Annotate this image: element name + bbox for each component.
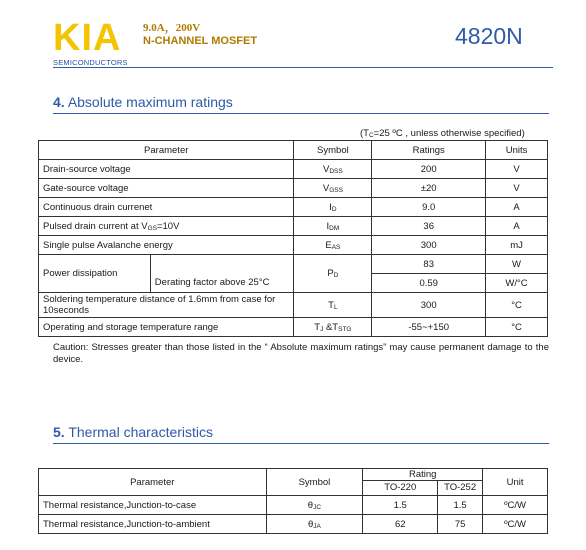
section-5-number: 5. bbox=[53, 424, 65, 440]
symbol-cell: $V_{GSS}$ bbox=[294, 179, 372, 198]
param-cell: Drain-source voltage bbox=[39, 160, 294, 179]
unit-cell: A bbox=[486, 217, 548, 236]
col-header-units: Units bbox=[486, 141, 548, 160]
col-header-rating: Rating bbox=[363, 469, 483, 481]
param-cell: Single pulse Avalanche energy bbox=[39, 236, 294, 255]
table-row bbox=[39, 160, 548, 179]
table-row bbox=[39, 179, 548, 198]
to220-value-cell: 62 bbox=[363, 515, 438, 534]
unit-cell: V bbox=[486, 160, 548, 179]
company-logo: KIA bbox=[53, 17, 122, 59]
unit-cell: V bbox=[486, 179, 548, 198]
part-number: 4820N bbox=[455, 23, 523, 49]
section-4-heading bbox=[53, 94, 233, 110]
to252-value-cell: 1.5 bbox=[438, 496, 483, 515]
symbol-cell: $I_D$ bbox=[294, 198, 372, 217]
symbol-cell: $I_{DM}$ bbox=[294, 217, 372, 236]
symbol-cell: $E_{AS}$ bbox=[294, 236, 372, 255]
param-cell: Operating and storage temperature range bbox=[39, 318, 294, 337]
param-cell: Power dissipation bbox=[39, 255, 151, 293]
unit-cell: mJ bbox=[486, 236, 548, 255]
rating-cell: 9.0 bbox=[372, 198, 486, 217]
rating-cell: 300 bbox=[372, 293, 486, 318]
unit-cell: ºC/W bbox=[483, 515, 548, 534]
unit-cell: W bbox=[486, 255, 548, 274]
caution-note: Caution: Stresses greater than those listed in the “ Absolute maximum ratings” may cause permanent damage to the device. bbox=[53, 342, 549, 365]
symbol-cell: $\theta_{JC}$ bbox=[266, 496, 363, 515]
table-row bbox=[39, 318, 548, 337]
table-header-row bbox=[39, 469, 548, 481]
rating-cell: 83 bbox=[372, 255, 486, 274]
col-header-parameter: Parameter bbox=[39, 141, 294, 160]
header-divider bbox=[53, 67, 553, 68]
table-row bbox=[39, 293, 548, 318]
logo-subtitle: SEMICONDUCTORS bbox=[53, 58, 128, 67]
spec-current-voltage: 9.0A，200V bbox=[143, 22, 201, 34]
col-header-to220: TO-220 bbox=[363, 481, 438, 496]
rating-cell: 36 bbox=[372, 217, 486, 236]
symbol-cell: $V_{DSS}$ bbox=[294, 160, 372, 179]
section-4-number: 4. bbox=[53, 94, 65, 110]
symbol-cell: $T_L$ bbox=[294, 293, 372, 318]
col-header-parameter: Parameter bbox=[39, 469, 267, 496]
param-cell: Derating factor above 25°C bbox=[150, 274, 294, 293]
rating-cell: ±20 bbox=[372, 179, 486, 198]
symbol-cell: $\theta_{JA}$ bbox=[266, 515, 363, 534]
section-5-divider bbox=[53, 443, 549, 444]
table-row bbox=[39, 198, 548, 217]
param-cell: Continuous drain currenet bbox=[39, 198, 294, 217]
unit-cell: °C bbox=[486, 318, 548, 337]
section-4-title: Absolute maximum ratings bbox=[67, 94, 233, 110]
param-cell: Pulsed drain current at $V_{GS}=10V$ bbox=[39, 217, 294, 236]
col-header-ratings: Ratings bbox=[372, 141, 486, 160]
to252-value-cell: 75 bbox=[438, 515, 483, 534]
test-condition: ($T_C=25$ ºC , unless otherwise specified) bbox=[360, 128, 525, 139]
unit-cell: A bbox=[486, 198, 548, 217]
rating-cell: 200 bbox=[372, 160, 486, 179]
table-row bbox=[39, 236, 548, 255]
param-cell: Thermal resistance,Junction-to-case bbox=[39, 496, 267, 515]
col-header-unit: Unit bbox=[483, 469, 548, 496]
table-row bbox=[39, 217, 548, 236]
rating-cell: -55~+150 bbox=[372, 318, 486, 337]
param-cell: Thermal resistance,Junction-to-ambient bbox=[39, 515, 267, 534]
absolute-ratings-table bbox=[38, 140, 548, 337]
rating-cell: 300 bbox=[372, 236, 486, 255]
unit-cell: W/°C bbox=[486, 274, 548, 293]
spec-channel-type: N-CHANNEL MOSFET bbox=[143, 35, 258, 47]
unit-cell: °C bbox=[486, 293, 548, 318]
table-row bbox=[39, 496, 548, 515]
col-header-to252: TO-252 bbox=[438, 481, 483, 496]
thermal-characteristics-table bbox=[38, 468, 548, 534]
section-5-title: Thermal characteristics bbox=[68, 424, 214, 440]
param-cell: Soldering temperature distance of 1.6mm from case for 10seconds bbox=[39, 293, 294, 318]
param-subcell-empty bbox=[150, 255, 294, 274]
unit-cell: ºC/W bbox=[483, 496, 548, 515]
symbol-cell: $P_D$ bbox=[294, 255, 372, 293]
section-5-heading bbox=[53, 424, 213, 440]
table-header-row bbox=[39, 141, 548, 160]
section-4-divider bbox=[53, 113, 549, 114]
col-header-symbol: Symbol bbox=[266, 469, 363, 496]
param-cell: Gate-source voltage bbox=[39, 179, 294, 198]
col-header-symbol: Symbol bbox=[294, 141, 372, 160]
to220-value-cell: 1.5 bbox=[363, 496, 438, 515]
table-row bbox=[39, 255, 548, 274]
rating-cell: 0.59 bbox=[372, 274, 486, 293]
symbol-cell: $T_J$ $\&T_{STG}$ bbox=[294, 318, 372, 337]
table-row bbox=[39, 515, 548, 534]
